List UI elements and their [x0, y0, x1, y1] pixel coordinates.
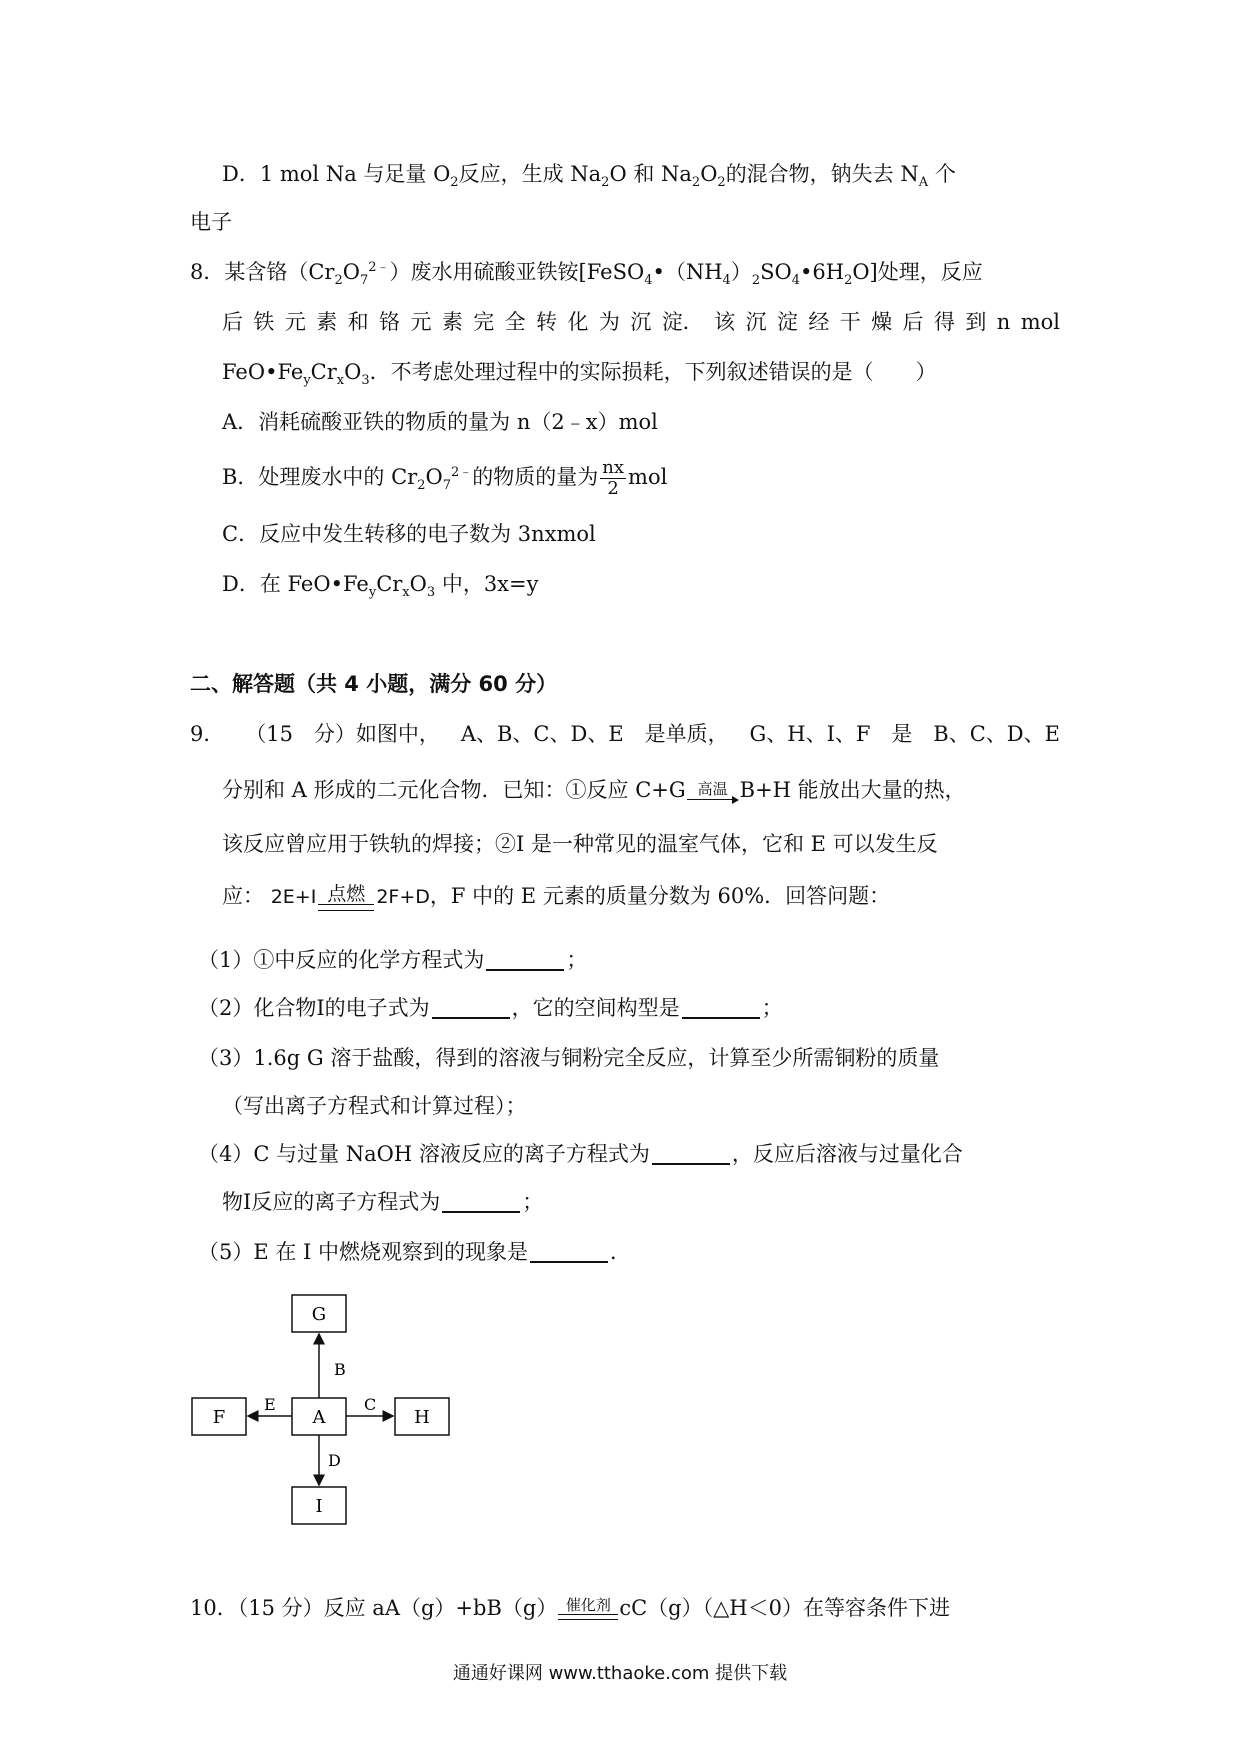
q9-sub2: （2）化合物I的电子式为 ，它的空间构型是 ；	[198, 996, 783, 1020]
q7-option-d: D．1 mol Na 与足量 $O_2$反应，生成 $Na_2O$ 和 $Na_2O_2$的混合物，钠失去 $N_A$ 个	[222, 162, 956, 191]
reaction-diagram	[180, 1290, 480, 1530]
q7-option-d-continuation: 电子	[190, 210, 232, 234]
q9-sub3-line1: （3）1.6g G 溶于盐酸，得到的溶液与铜粉完全反应，计算至少所需铜粉的质量	[198, 1046, 940, 1070]
q9-stem-line4: 应： 2E+I 点燃 2F+D，F 中的 E 元素的质量分数为 60%．回答问题：	[222, 882, 890, 911]
q8-option-c: C．反应中发生转移的电子数为 3nxmol	[222, 522, 596, 546]
edge-label-e: E	[264, 1395, 276, 1414]
reaction-equal-ignite: 点燃	[318, 886, 374, 911]
edge-label-c: C	[364, 1395, 377, 1414]
fraction-nx-over-2: $\frac{nx}{2}$	[602, 457, 625, 499]
q9-stem-line2: 分别和 A 形成的二元化合物．已知：①反应 C+G 高温 B+H 能放出大量的热，	[222, 778, 966, 802]
q9-sub3-line2: （写出离子方程式和计算过程）；	[222, 1094, 527, 1118]
q8-option-b: B．处理废水中的 $Cr_2O_7^{2﹣}$的物质的量为 $\frac{nx}{2}$ mol	[222, 457, 668, 499]
equation-right: 2F+D	[376, 886, 430, 908]
q8-stem-line1: 8．某含铬$(Cr_2O_7^{2﹣})$废水用硫酸亚铁铵$[FeSO_4•(NH_4)_2SO_4•6H_2O]$处理，反应	[190, 260, 983, 289]
q9-sub5: （5）E 在 I 中燃烧观察到的现象是 ．	[198, 1240, 632, 1264]
q8-option-d: D．在 $FeO•Fe_yCr_xO_3$ 中，3x=y	[222, 572, 539, 601]
equation-left: 2E+I	[270, 886, 317, 908]
answer-blank[interactable]	[652, 1143, 730, 1165]
node-label-a: A	[312, 1407, 326, 1428]
node-label-h: H	[414, 1407, 430, 1428]
edge-label-d: D	[328, 1451, 341, 1470]
reaction-arrow-high-temp: 高温	[687, 782, 739, 804]
q9-sub1: （1）①中反应的化学方程式为 ；	[198, 948, 588, 972]
answer-blank[interactable]	[432, 997, 510, 1019]
q9-stem-line3: 该反应曾应用于铁轨的焊接；②I 是一种常见的温室气体，它和 E 可以发生反	[222, 832, 938, 856]
page-footer: 通通好课网 www.tthaoke.com 提供下载	[452, 1663, 788, 1684]
q9-sub4-line2: 物I反应的离子方程式为 ；	[222, 1190, 544, 1214]
edge-label-b: B	[334, 1360, 346, 1379]
q9-sub4-line1: （4）C 与过量 NaOH 溶液反应的离子方程式为 ，反应后溶液与过量化合	[198, 1142, 963, 1166]
node-label-i: I	[315, 1496, 323, 1517]
section-heading: 二、解答题（共 4 小题，满分 60 分）	[190, 672, 558, 696]
q8-stem-line3: $FeO•Fe_yCr_xO_3$．不考虑处理过程中的实际损耗，下列叙述错误的是（ ）	[222, 360, 937, 389]
answer-blank[interactable]	[442, 1191, 520, 1213]
q9-stem-line1: 9． （15 分）如图中， A、B、C、D、E 是单质， G、H、I、F 是 B、C、D、E	[190, 722, 1060, 746]
node-label-g: G	[311, 1304, 327, 1325]
node-label-f: F	[212, 1407, 226, 1428]
q8-option-a: A．消耗硫酸亚铁的物质的量为 n（2﹣x）mol	[222, 410, 658, 434]
answer-blank[interactable]	[486, 949, 564, 971]
answer-blank[interactable]	[530, 1241, 608, 1263]
q10-stem-line1: 10．（15 分）反应 aA（g）+bB（g） 催化剂 cC（g）（△H＜0）在等容条件下进	[190, 1596, 950, 1620]
answer-blank[interactable]	[682, 997, 760, 1019]
q8-stem-line2: 后 铁 元 素 和 铬 元 素 完 全 转 化 为 沉 淀． 该 沉 淀 经 干 燥 后 得 到 n mol	[222, 310, 1060, 334]
reversible-arrow-catalyst: 催化剂	[558, 1598, 618, 1622]
